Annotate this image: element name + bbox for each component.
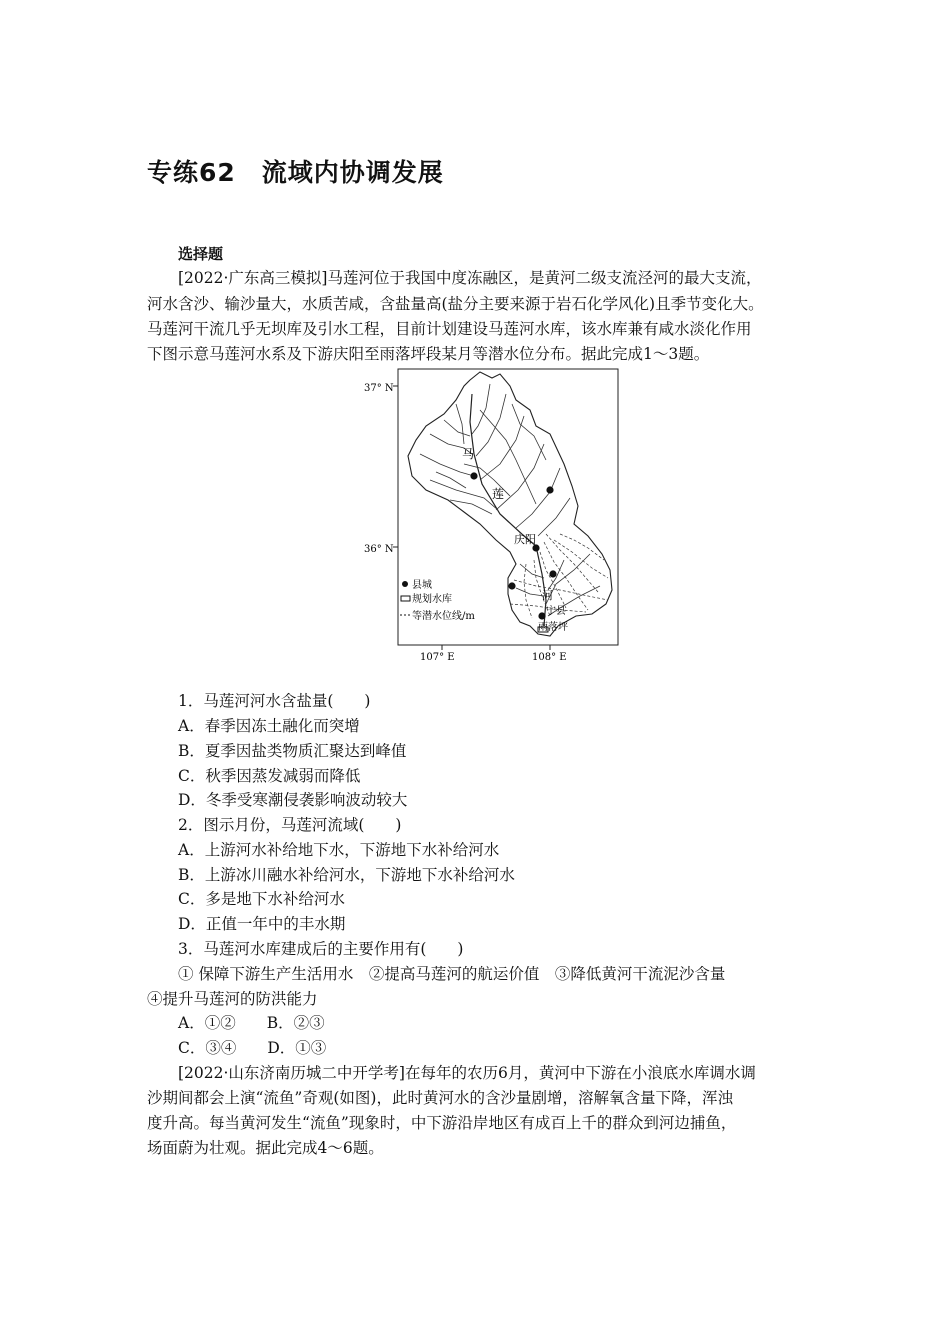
question-2-option-d: D．正值一年中的丰水期 <box>178 915 346 933</box>
place-yuluoping: 雨落坪 <box>538 622 568 633</box>
lon-108-label: 108° E <box>532 652 567 663</box>
question-2-option-c: C．多是地下水补给河水 <box>178 890 345 908</box>
intro1-line-4: 下图示意马莲河水系及下游庆阳至雨落坪段某月等潜水位分布。据此完成1～3题。 <box>147 345 710 363</box>
intro1-line-2: 河水含沙、输沙量大，水质苦咸，含盐量高(盐分主要来源于岩石化学风化)且季节变化大。 <box>147 295 764 313</box>
place-ningxian: 宁县 <box>546 606 566 617</box>
legend-county-dot <box>402 581 408 587</box>
county-town-dot <box>470 472 477 479</box>
question-1-option-a: A．春季因冻土融化而突增 <box>178 717 360 735</box>
county-town-dot <box>508 582 515 589</box>
lat-36-label: 36° N <box>364 544 394 555</box>
county-town-dot-ningxian <box>538 612 545 619</box>
question-3: 3．马莲河水库建成后的主要作用有( ) <box>178 940 464 958</box>
question-1-option-b: B．夏季因盐类物质汇聚达到峰值 <box>178 742 407 760</box>
lon-107-label: 107° E <box>420 652 455 663</box>
question-3-items-2: ④提升马莲河的防洪能力 <box>147 990 318 1008</box>
legend-reservoir-label: 规划水库 <box>412 594 452 605</box>
question-2: 2．图示月份，马莲河流域( ) <box>178 816 402 834</box>
county-town-dot <box>546 486 553 493</box>
intro2-line-2: 沙期间都会上演“流鱼”奇观(如图)，此时黄河水的含沙量剧增，溶解氧含量下降，浑浊 <box>147 1089 733 1107</box>
legend-reservoir-marker <box>401 596 410 601</box>
river-label-lian: 莲 <box>492 487 505 501</box>
place-qingyang: 庆阳 <box>514 533 536 546</box>
intro1-line-3: 马莲河干流几乎无坝库及引水工程，目前计划建设马莲河水库，该水库兼有咸水淡化作用 <box>147 320 752 338</box>
question-3-options-ab: A．①② B．②③ <box>178 1014 325 1032</box>
intro2-line-1: [2022·山东济南历城二中开学考]在每年的农历6月，黄河中下游在小浪底水库调水调 <box>178 1064 756 1082</box>
river-label-ma: 马 <box>462 447 475 461</box>
page-title: 专练62 流域内协调发展 <box>147 158 444 187</box>
river-map-figure <box>360 364 624 664</box>
lat-37-label: 37° N <box>364 383 394 394</box>
section-heading: 选择题 <box>178 245 224 263</box>
question-2-option-a: A．上游河水补给地下水，下游地下水补给河水 <box>178 841 500 859</box>
legend-contour-label: 等潜水位线/m <box>412 611 475 622</box>
intro2-line-4: 场面蔚为壮观。据此完成4～6题。 <box>147 1139 384 1157</box>
river-label-he: 河 <box>542 589 553 602</box>
question-3-items-1: ① 保障下游生产生活用水 ②提高马莲河的航运价值 ③降低黄河干流泥沙含量 <box>178 965 726 983</box>
question-2-option-b: B．上游冰川融水补给河水，下游地下水补给河水 <box>178 866 515 884</box>
question-1-option-c: C．秋季因蒸发减弱而降低 <box>178 767 361 785</box>
question-1-option-d: D．冬季受寒潮侵袭影响波动较大 <box>178 791 408 809</box>
intro2-line-3: 度升高。每当黄河发生“流鱼”现象时，中下游沿岸地区有成百上千的群众到河边捕鱼， <box>147 1114 737 1132</box>
question-1: 1．马莲河河水含盐量( ) <box>178 692 371 710</box>
county-town-dot <box>549 570 556 577</box>
intro1-line-1: [2022·广东高三模拟]马莲河位于我国中度冻融区，是黄河二级支流泾河的最大支流， <box>178 269 762 287</box>
legend-county-label: 县城 <box>412 580 432 591</box>
question-3-options-cd: C．③④ D．①③ <box>178 1039 327 1057</box>
river-map <box>360 364 624 664</box>
